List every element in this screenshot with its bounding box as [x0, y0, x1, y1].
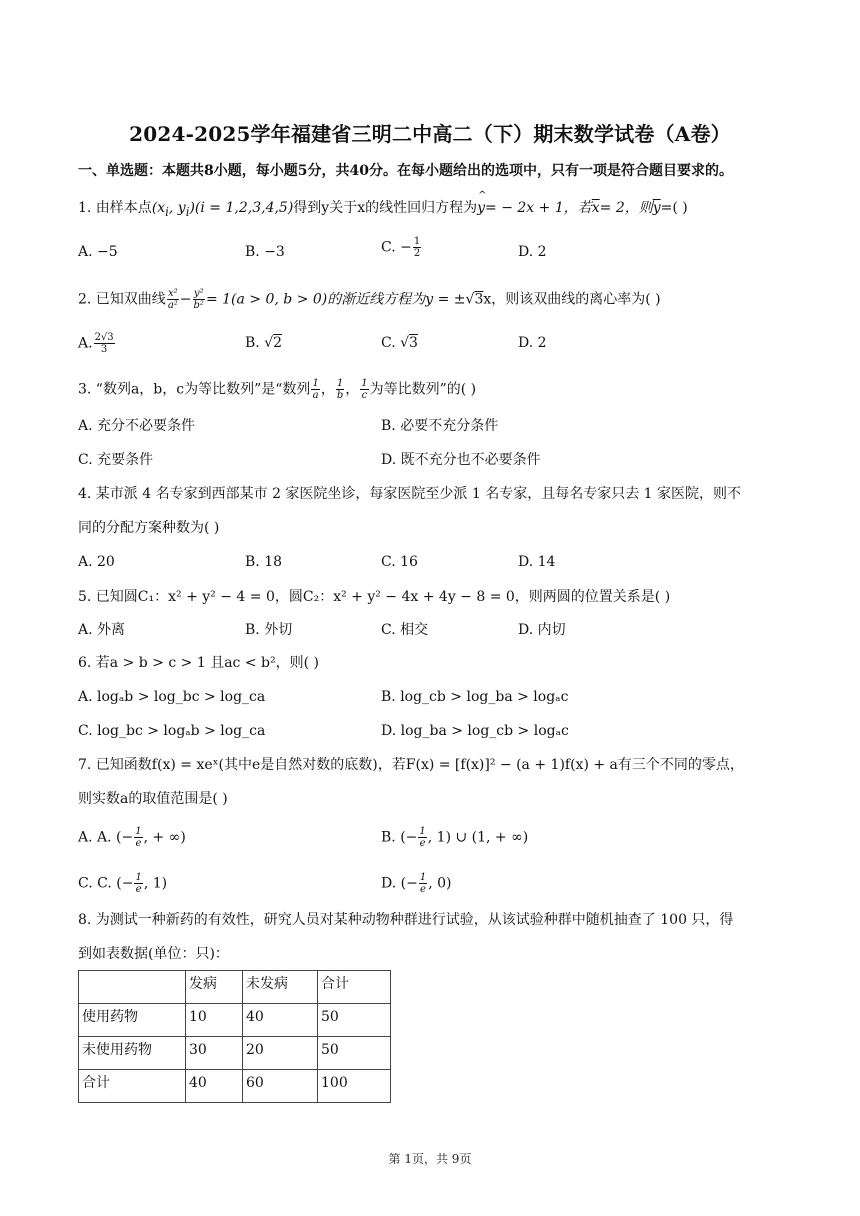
q2-frac-y: $\frac{\text{y²}}{\text{b²}}$: [193, 288, 204, 311]
q1-text-e: = 2，则: [599, 200, 653, 216]
q3-option-b: B. 必要不充分条件: [381, 418, 499, 434]
q7-a-post: , + ∞): [143, 829, 186, 846]
q2-optB-rad: 2: [273, 335, 283, 351]
q2-text-b: = 1(a > 0, b > 0)的渐近线方程为y = ±: [205, 291, 466, 308]
q6-option-c: C. log_bc > logₐb > log_ca: [78, 723, 266, 739]
q1-text-c: 得到y关于x的线性回归方程为: [293, 200, 478, 216]
q5-option-a: A. 外离: [78, 622, 126, 638]
table-cell: 40: [186, 1070, 243, 1103]
q2-option-a-fraction: [94, 332, 115, 355]
q1-option-b: B. −3: [245, 244, 285, 260]
q6-option-d: D. log_ba > log_cb > logₐc: [381, 723, 569, 739]
table-cell: [79, 971, 186, 1004]
q5-option-c: C. 相交: [381, 622, 429, 638]
data-table: [78, 970, 391, 1103]
q7-c-post: , 1): [143, 875, 168, 892]
q3-frac-a: $\frac{1}{a}$: [312, 378, 319, 401]
q1-xbar: $\overline{x}$: [591, 200, 600, 216]
q2-optC-rad: 3: [409, 335, 418, 351]
q7-c-pre: C. (−: [97, 875, 134, 892]
q4-option-b: B. 18: [245, 554, 283, 570]
q4-option-d: D. 14: [518, 554, 556, 570]
question-6-stem: 6. 若a > b > c > 1 且ac < b²，则( ): [78, 655, 319, 671]
question-4-line1: 4. 某市派 4 名专家到西部某市 2 家医院坐诊，每家医院至少派 1 名专家，且每名专家只去 1 家医院，则不: [78, 486, 742, 502]
q1-yhat: ^ y: [477, 198, 485, 218]
q3-option-d: D. 既不充分也不必要条件: [381, 452, 541, 468]
table-cell: 20: [243, 1037, 318, 1070]
q1-sample-point: ($x_i$, $y_i$): [151, 200, 195, 219]
q3-option-c: C. 充要条件: [78, 452, 154, 468]
q1-option-c-label: C. −: [381, 239, 412, 256]
table-row: [79, 1004, 391, 1037]
question-7-line2: 则实数a的取值范围是( ): [78, 791, 228, 807]
question-8-line1: 8. 为测试一种新药的有效性，研究人员对某种动物种群进行试验，从该试验种群中随机抽查了 100 只，得: [78, 912, 734, 928]
q2-option-c-label: C.: [381, 335, 396, 351]
question-2-stem: 2. 已知双曲线 $\frac{\text{x²}}{\text{a²}}$ − $\frac{\text{y²}}{\text{b²}}$ = 1(a > 0, b > 0)的渐近线方程为y = ±√3x，则该双曲线的离心率为( ): [78, 288, 661, 311]
table-row: [79, 971, 391, 1004]
q4-option-c: C. 16: [381, 554, 418, 570]
q2-sqrt3-rad: 3: [474, 291, 484, 308]
q2-option-b: B. √2: [245, 335, 283, 351]
q5-option-d: D. 内切: [518, 622, 566, 638]
q7-d-frac: $\frac{1}{e}$: [419, 872, 427, 895]
q7-c-frac: $\frac{1}{e}$: [135, 872, 142, 895]
table-cell: 未使用药物: [79, 1037, 186, 1070]
q1-text-f: =( ): [660, 200, 688, 216]
q3-frac-b: $\frac{1}{b}$: [336, 378, 344, 401]
page-footer: 第 1页，共 9页: [388, 1152, 472, 1166]
q7-b-frac: $\frac{1}{e}$: [419, 826, 426, 849]
q7-option-c: C. C. (− $\frac{1}{e}$ , 1): [78, 872, 168, 895]
q6-option-a: A. logₐb > log_bc > log_ca: [78, 689, 266, 705]
q3-option-a: A. 充分不必要条件: [78, 418, 196, 434]
q7-b-post: , 1) ∪ (1, + ∞): [427, 829, 529, 846]
table-cell: 40: [243, 1004, 318, 1037]
question-5-stem: 5. 已知圆C₁：x² + y² − 4 = 0，圆C₂：x² + y² − 4x + 4y − 8 = 0，则两圆的位置关系是( ): [78, 589, 671, 605]
table-row: [79, 1037, 391, 1070]
q1-option-c: [381, 236, 422, 259]
q2-optA-num: 2√3: [94, 332, 114, 343]
table-cell: 合计: [79, 1070, 186, 1103]
q2-optA-den: 3: [100, 344, 108, 355]
q2-option-b-label: B.: [245, 335, 260, 351]
table-cell: 发病: [186, 971, 243, 1004]
q1-option-a: A. −5: [78, 244, 118, 260]
q7-option-b: [381, 826, 528, 849]
q2-text-a: 2. 已知双曲线: [78, 291, 166, 308]
section-heading: 一、单选题：本题共8小题，每小题5分，共40分。在每小题给出的选项中，只有一项是符合题目要求的。: [78, 163, 733, 179]
q7-d-post: , 0): [428, 875, 452, 892]
page-title: 2024-2025学年福建省三明二中高二（下）期末数学试卷（A卷）: [129, 122, 731, 146]
question-7-line1: 7. 已知函数f(x) = xeˣ(其中e是自然对数的底数)，若F(x) = [f(x)]² − (a + 1)f(x) + a有三个不同的零点，: [78, 757, 744, 773]
q3-text-b: 为等比数列”的( ): [369, 381, 477, 398]
q3-frac-c: $\frac{1}{c}$: [361, 378, 368, 401]
table-cell: 10: [186, 1004, 243, 1037]
table-cell: 未发病: [243, 971, 318, 1004]
question-4-line2: 同的分配方案种数为( ): [78, 520, 220, 536]
q2-option-d: D. 2: [518, 335, 547, 351]
q1-frac-num: 1: [413, 236, 421, 247]
table-cell: 50: [318, 1037, 391, 1070]
q1-index-range: (i = 1,2,3,4,5): [194, 200, 294, 216]
q7-option-d: [381, 872, 451, 895]
table-cell: 30: [186, 1037, 243, 1070]
q4-option-a: A. 20: [78, 554, 115, 570]
question-1-stem: [78, 198, 788, 222]
q1-text-a: 1. 由样本点: [78, 200, 152, 216]
q3-text-a: 3. “数列a，b，c为等比数列”是“数列: [78, 381, 311, 398]
question-3-stem: 3. “数列a，b，c为等比数列”是“数列 $\frac{1}{a}$ ， $\frac{1}{b}$ ， $\frac{1}{c}$ 为等比数列”的( ): [78, 378, 477, 401]
table-cell: 合计: [318, 971, 391, 1004]
q2-sqrt3: √3: [465, 291, 484, 308]
q2-option-a: [78, 332, 116, 355]
q5-option-b: B. 外切: [245, 622, 293, 638]
q1-option-c-fraction: [413, 236, 421, 259]
q2-frac-x: $\frac{\text{x²}}{\text{a²}}$: [167, 288, 178, 311]
q6-option-b: B. log_cb > log_ba > logₐc: [381, 689, 569, 705]
q1-text-d: = − 2x + 1，若: [485, 200, 592, 216]
question-8-line2: 到如表数据(单位：只)：: [78, 946, 229, 962]
table-cell: 60: [243, 1070, 318, 1103]
q1-ybar: $\overline{y}$: [652, 200, 661, 216]
q2-option-c: C. √3: [381, 335, 418, 351]
q7-d-pre: D. (−: [381, 875, 418, 892]
q2-option-a-label: A.: [78, 335, 93, 352]
q7-b-pre: B. (−: [381, 829, 418, 846]
table-row: [79, 1070, 391, 1103]
table-cell: 100: [318, 1070, 391, 1103]
table-cell: 50: [318, 1004, 391, 1037]
q7-a-frac: $\frac{1}{e}$: [135, 826, 142, 849]
q2-text-c: x，则该双曲线的离心率为( ): [483, 291, 661, 308]
q1-option-d: D. 2: [518, 244, 547, 260]
q7-option-a: A. A. (− $\frac{1}{e}$ , + ∞): [78, 826, 186, 849]
q1-frac-den: 2: [413, 248, 421, 259]
table-cell: 使用药物: [79, 1004, 186, 1037]
q7-a-pre: A. (−: [97, 829, 134, 846]
